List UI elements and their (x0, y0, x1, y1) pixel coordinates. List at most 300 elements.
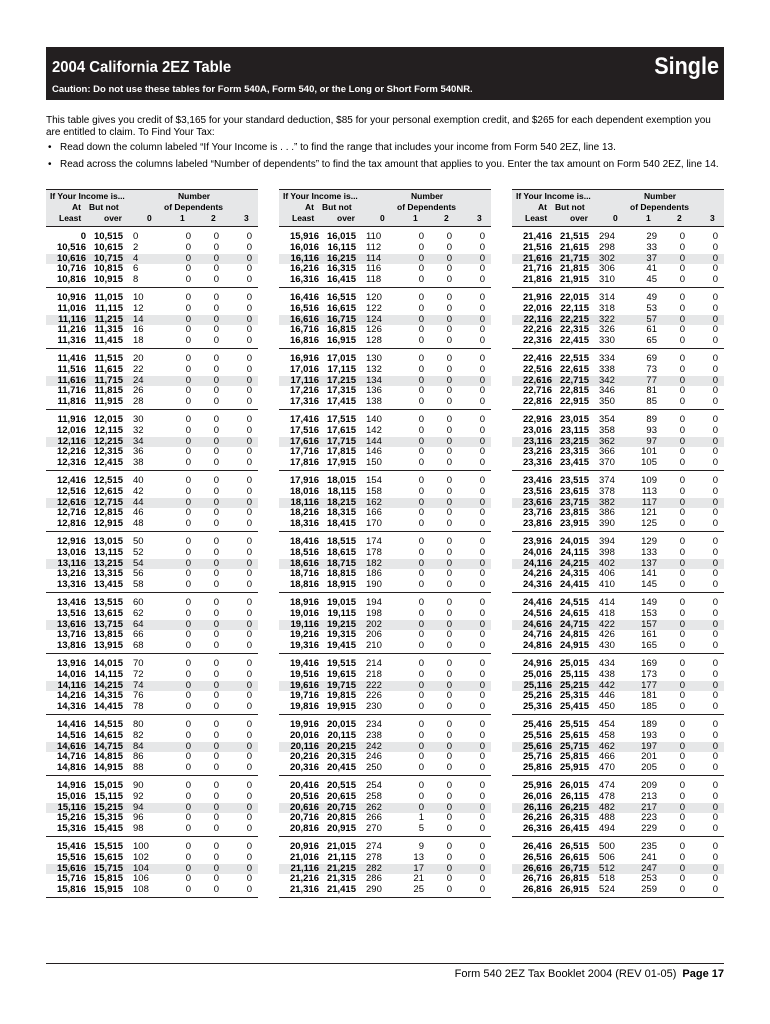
income-at-least: 22,716 (522, 385, 552, 397)
tax-0-dependents: 442 (599, 679, 615, 691)
tax-2-dependents: 0 (213, 252, 219, 264)
tax-2-dependents: 0 (446, 597, 452, 608)
tax-0-dependents: 310 (599, 274, 615, 286)
tax-3-dependents: 0 (712, 812, 718, 824)
tax-2-dependents: 0 (213, 485, 219, 497)
tax-1-dependent: 0 (418, 780, 424, 791)
income-at-least: 20,616 (289, 801, 319, 813)
tax-0-dependents: 194 (366, 597, 382, 608)
income-but-not-over: 15,915 (93, 884, 123, 896)
table-row (512, 336, 724, 347)
table-row (512, 293, 724, 304)
table-row (512, 232, 724, 243)
tax-1-dependent: 57 (646, 313, 657, 325)
table-row (46, 397, 258, 408)
tax-0-dependents: 140 (366, 414, 382, 425)
income-at-least: 15,116 (57, 801, 86, 813)
tax-0-dependents: 374 (599, 475, 615, 486)
tax-3-dependents: 0 (479, 851, 485, 863)
income-but-not-over: 18,815 (326, 568, 356, 580)
of-dependents-label: of Dependents (164, 202, 224, 212)
tax-0-dependents: 506 (599, 851, 615, 863)
row-group (46, 414, 258, 471)
tax-1-dependent: 77 (646, 374, 657, 386)
tax-2-dependents: 0 (446, 679, 452, 691)
tax-3-dependents: 0 (479, 231, 485, 242)
tax-1-dependent: 165 (641, 640, 657, 652)
tax-2-dependents: 0 (679, 823, 685, 835)
income-but-not-over: 19,415 (326, 640, 356, 652)
tax-0-dependents: 524 (599, 884, 615, 896)
tax-2-dependents: 0 (213, 313, 219, 325)
tax-1-dependent: 247 (641, 862, 657, 874)
income-but-not-over: 21,115 (327, 851, 356, 863)
tax-0-dependents: 136 (366, 385, 382, 397)
income-at-least: 26,316 (522, 823, 552, 835)
tax-1-dependent: 113 (641, 485, 657, 497)
income-but-not-over: 21,915 (559, 274, 589, 286)
income-but-not-over: 15,715 (93, 862, 123, 874)
income-but-not-over: 24,315 (559, 568, 589, 580)
tax-2-dependents: 0 (679, 607, 685, 619)
tax-1-dependent: 29 (646, 231, 657, 242)
tax-2-dependents: 0 (213, 823, 219, 835)
table-row (279, 842, 491, 853)
tax-3-dependents: 0 (246, 618, 252, 630)
tax-2-dependents: 0 (446, 546, 452, 558)
tax-2-dependents: 0 (213, 518, 219, 530)
tax-0-dependents: 68 (133, 640, 144, 652)
income-but-not-over: 11,015 (94, 292, 123, 303)
income-at-least: 11,316 (57, 335, 86, 347)
tax-2-dependents: 0 (213, 851, 219, 863)
tax-2-dependents: 0 (446, 274, 452, 286)
income-but-not-over: 21,515 (559, 231, 589, 242)
tax-0-dependents: 278 (366, 851, 382, 863)
row-group (46, 658, 258, 715)
income-at-least: 13,216 (56, 568, 86, 580)
income-but-not-over: 18,915 (326, 579, 356, 591)
tax-3-dependents: 0 (712, 435, 718, 447)
tax-1-dependent: 0 (185, 668, 191, 680)
table-row (512, 670, 724, 681)
income-but-not-over: 21,615 (559, 241, 589, 253)
tax-0-dependents: 32 (133, 424, 144, 436)
tax-2-dependents: 0 (446, 475, 452, 486)
income-at-least: 20,516 (289, 790, 319, 802)
tax-3-dependents: 0 (246, 263, 252, 275)
tax-1-dependent: 0 (185, 536, 191, 547)
tax-2-dependents: 0 (213, 292, 219, 303)
table-row (46, 519, 258, 530)
dep-3-label: 3 (710, 213, 715, 223)
tax-1-dependent: 0 (418, 640, 424, 652)
row-group (512, 597, 724, 654)
tax-3-dependents: 0 (246, 557, 252, 569)
income-at-least: 25,816 (522, 762, 552, 774)
tax-0-dependents: 474 (599, 780, 615, 791)
table-row (279, 641, 491, 652)
income-but-not-over: 21,815 (559, 263, 589, 275)
income-but-not-over: 16,715 (326, 313, 356, 325)
income-but-not-over: 15,015 (93, 780, 123, 791)
tax-0-dependents: 454 (599, 719, 615, 730)
table-row (512, 243, 724, 254)
table-row (46, 720, 258, 731)
tax-0-dependents: 298 (599, 241, 615, 253)
income-but-not-over: 20,615 (326, 790, 356, 802)
tax-3-dependents: 0 (479, 597, 485, 608)
income-but-not-over: 14,715 (93, 740, 123, 752)
tax-0-dependents: 222 (366, 679, 382, 691)
table-row (279, 275, 491, 286)
tax-0-dependents: 198 (366, 607, 382, 619)
tax-3-dependents: 0 (479, 546, 485, 558)
tax-1-dependent: 0 (185, 762, 191, 774)
income-at-least: 21,416 (522, 231, 552, 242)
tax-0-dependents: 24 (133, 374, 144, 386)
tax-3-dependents: 0 (479, 790, 485, 802)
tax-3-dependents: 0 (479, 701, 485, 713)
income-but-not-over: 18,115 (327, 485, 356, 497)
income-but-not-over: 22,115 (560, 302, 589, 314)
tax-1-dependent: 0 (185, 790, 191, 802)
income-but-not-over: 18,715 (326, 557, 356, 569)
income-but-not-over: 10,815 (93, 263, 123, 275)
income-but-not-over: 21,215 (326, 862, 356, 874)
tax-3-dependents: 0 (246, 313, 252, 325)
row-group (46, 597, 258, 654)
income-at-least: 14,316 (56, 701, 86, 713)
tax-3-dependents: 0 (479, 607, 485, 619)
tax-2-dependents: 0 (446, 446, 452, 458)
income-but-not-over: 12,615 (93, 485, 123, 497)
tax-2-dependents: 0 (446, 313, 452, 325)
tax-3-dependents: 0 (246, 292, 252, 303)
income-but-not-over: 16,915 (326, 335, 356, 347)
row-group (46, 231, 258, 288)
tax-2-dependents: 0 (213, 557, 219, 569)
income-at-least: 25,516 (522, 729, 552, 741)
tax-0-dependents: 118 (366, 274, 382, 286)
tax-3-dependents: 0 (712, 324, 718, 336)
tax-0-dependents: 166 (366, 507, 382, 519)
row-group (46, 292, 258, 349)
table-row (512, 885, 724, 896)
tax-2-dependents: 0 (213, 690, 219, 702)
income-but-not-over: 25,015 (559, 658, 589, 669)
row-group (46, 841, 258, 898)
tax-0-dependents: 134 (366, 374, 382, 386)
income-at-least: 23,816 (522, 518, 552, 530)
income-at-least: 12,316 (56, 457, 86, 469)
tax-3-dependents: 0 (712, 629, 718, 641)
tax-1-dependent: 89 (646, 414, 657, 425)
income-but-not-over: 26,815 (559, 873, 589, 885)
tax-1-dependent: 0 (418, 668, 424, 680)
income-but-not-over: 25,415 (559, 701, 589, 713)
tax-3-dependents: 0 (712, 884, 718, 896)
tax-3-dependents: 0 (712, 719, 718, 730)
income-at-least: 15,816 (56, 884, 86, 896)
tax-3-dependents: 0 (479, 335, 485, 347)
tax-2-dependents: 0 (213, 568, 219, 580)
tax-0-dependents: 346 (599, 385, 615, 397)
tax-2-dependents: 0 (446, 374, 452, 386)
income-at-least: 14,916 (56, 780, 86, 791)
tax-3-dependents: 0 (712, 313, 718, 325)
income-but-not-over: 12,215 (93, 435, 123, 447)
table-row (46, 731, 258, 742)
tax-3-dependents: 0 (479, 812, 485, 824)
tax-2-dependents: 0 (679, 446, 685, 458)
income-but-not-over: 26,015 (559, 780, 589, 791)
tax-1-dependent: 0 (418, 324, 424, 336)
tax-2-dependents: 0 (679, 496, 685, 508)
tax-3-dependents: 0 (712, 823, 718, 835)
tax-2-dependents: 0 (213, 640, 219, 652)
tax-0-dependents: 258 (366, 790, 382, 802)
income-at-least: 15,016 (56, 790, 86, 802)
tax-0-dependents: 330 (599, 335, 615, 347)
row-group (512, 841, 724, 898)
income-at-least: 24,216 (522, 568, 552, 580)
tax-0-dependents: 110 (366, 231, 382, 242)
tax-2-dependents: 0 (213, 496, 219, 508)
tax-3-dependents: 0 (246, 719, 252, 730)
tax-1-dependent: 0 (185, 241, 191, 253)
income-at-least: 19,916 (289, 719, 319, 730)
income-at-least: 17,316 (289, 396, 319, 408)
tax-1-dependent: 0 (185, 546, 191, 558)
income-at-least: 18,316 (289, 518, 319, 530)
income-at-least: 26,416 (522, 841, 552, 852)
instruction-bullet-2 (48, 159, 719, 170)
tax-1-dependent: 0 (185, 597, 191, 608)
tax-2-dependents: 0 (679, 241, 685, 253)
tax-1-dependent: 0 (418, 435, 424, 447)
table-row (46, 670, 258, 681)
tax-3-dependents: 0 (479, 457, 485, 469)
tax-1-dependent: 121 (641, 507, 657, 519)
tax-2-dependents: 0 (446, 629, 452, 641)
tax-0-dependents: 518 (599, 873, 615, 885)
income-at-least: 19,416 (289, 658, 319, 669)
table-row (46, 659, 258, 670)
tax-2-dependents: 0 (446, 762, 452, 774)
tax-3-dependents: 0 (479, 292, 485, 303)
income-but-not-over: 13,415 (93, 579, 123, 591)
table-row (512, 458, 724, 469)
tax-2-dependents: 0 (679, 313, 685, 325)
tax-1-dependent: 41 (646, 263, 657, 275)
tax-3-dependents: 0 (479, 385, 485, 397)
tax-1-dependent: 0 (185, 812, 191, 824)
table-row (279, 232, 491, 243)
income-at-least: 23,516 (522, 485, 552, 497)
tax-2-dependents: 0 (679, 302, 685, 314)
tax-0-dependents: 150 (366, 457, 382, 469)
income-at-least: 15,916 (289, 231, 319, 242)
tax-3-dependents: 0 (479, 751, 485, 763)
tax-0-dependents: 10 (133, 292, 144, 303)
tax-0-dependents: 406 (599, 568, 615, 580)
income-but-not-over: 10,615 (93, 241, 123, 253)
tax-0-dependents: 322 (599, 313, 615, 325)
tax-0-dependents: 290 (366, 884, 382, 896)
row-group (279, 780, 491, 837)
row-group (279, 658, 491, 715)
income-at-least: 11,716 (57, 385, 86, 397)
tax-0-dependents: 60 (133, 597, 144, 608)
tax-1-dependent: 0 (185, 263, 191, 275)
income-but-not-over: 18,615 (326, 546, 356, 558)
table-row (46, 824, 258, 835)
tax-3-dependents: 0 (479, 640, 485, 652)
tax-3-dependents: 0 (246, 475, 252, 486)
tax-1-dependent: 0 (418, 801, 424, 813)
tax-1-dependent: 0 (185, 640, 191, 652)
income-but-not-over: 25,315 (559, 690, 589, 702)
income-at-least: 13,516 (56, 607, 86, 619)
tax-2-dependents: 0 (213, 353, 219, 364)
tax-1-dependent: 0 (418, 446, 424, 458)
tax-0-dependents: 62 (133, 607, 144, 619)
tax-0-dependents: 354 (599, 414, 615, 425)
income-but-not-over: 26,415 (559, 823, 589, 835)
tax-3-dependents: 0 (712, 607, 718, 619)
income-but-not-over: 26,115 (560, 790, 589, 802)
income-at-least: 18,716 (289, 568, 319, 580)
tax-0-dependents: 390 (599, 518, 615, 530)
tax-3-dependents: 0 (246, 396, 252, 408)
tax-3-dependents: 0 (246, 335, 252, 347)
tax-1-dependent: 0 (185, 353, 191, 364)
tax-0-dependents: 26 (133, 385, 144, 397)
tax-3-dependents: 0 (712, 457, 718, 469)
tax-2-dependents: 0 (679, 374, 685, 386)
table-row (279, 487, 491, 498)
tax-0-dependents: 186 (366, 568, 382, 580)
tax-0-dependents: 106 (133, 873, 149, 885)
income-at-least: 13,816 (56, 640, 86, 652)
table-row (512, 275, 724, 286)
tax-3-dependents: 0 (479, 396, 485, 408)
tax-2-dependents: 0 (446, 690, 452, 702)
tax-0-dependents: 96 (133, 812, 144, 824)
tax-1-dependent: 0 (185, 719, 191, 730)
tax-2-dependents: 0 (446, 701, 452, 713)
tax-2-dependents: 0 (679, 568, 685, 580)
income-at-least: 16,916 (289, 353, 319, 364)
tax-1-dependent: 0 (185, 485, 191, 497)
tax-2-dependents: 0 (679, 579, 685, 591)
income-at-least: 22,616 (522, 374, 552, 386)
tax-0-dependents: 20 (133, 353, 144, 364)
income-but-not-over: 15,315 (93, 812, 123, 824)
tax-3-dependents: 0 (712, 618, 718, 630)
tax-0-dependents: 482 (599, 801, 615, 813)
row-group (279, 292, 491, 349)
intro-line-1: This table gives you credit of $3,165 for your standard deduction, $85 for your personal exemption credit, and $265 for each dependent exemption you (46, 115, 711, 126)
income-at-least: 17,416 (289, 414, 319, 425)
income-but-not-over: 12,415 (93, 457, 123, 469)
tax-0-dependents: 386 (599, 507, 615, 519)
income-at-least: 20,216 (289, 751, 319, 763)
tax-3-dependents: 0 (479, 414, 485, 425)
tax-0-dependents: 130 (366, 353, 382, 364)
tax-1-dependent: 0 (418, 424, 424, 436)
tax-1-dependent: 0 (418, 518, 424, 530)
tax-0-dependents: 6 (133, 263, 139, 275)
tax-3-dependents: 0 (712, 762, 718, 774)
tax-0-dependents: 218 (366, 668, 382, 680)
income-but-not-over: 15,615 (93, 851, 123, 863)
tax-2-dependents: 0 (213, 629, 219, 641)
dep-2-label: 2 (211, 213, 216, 223)
table-row (46, 232, 258, 243)
tax-1-dependent: 0 (185, 679, 191, 691)
tax-3-dependents: 0 (246, 679, 252, 691)
table-row (512, 304, 724, 315)
number-label: Number (644, 191, 677, 201)
income-but-not-over: 17,515 (326, 414, 356, 425)
table-row (279, 519, 491, 530)
income-but-not-over: 12,115 (94, 424, 123, 436)
tax-0-dependents: 446 (599, 690, 615, 702)
tax-1-dependent: 193 (641, 729, 657, 741)
tax-3-dependents: 0 (246, 446, 252, 458)
table-row (46, 243, 258, 254)
tax-2-dependents: 0 (213, 396, 219, 408)
tax-1-dependent: 105 (641, 457, 657, 469)
row-group (46, 353, 258, 410)
tax-3-dependents: 0 (712, 475, 718, 486)
tax-1-dependent: 0 (185, 363, 191, 375)
income-at-least: 13,616 (56, 618, 86, 630)
tax-3-dependents: 0 (479, 579, 485, 591)
income-at-least: 15,716 (56, 873, 86, 885)
tax-0-dependents: 434 (599, 658, 615, 669)
but-not-label: But not (322, 202, 352, 212)
tax-3-dependents: 0 (712, 668, 718, 680)
tax-3-dependents: 0 (712, 241, 718, 253)
tax-0-dependents: 358 (599, 424, 615, 436)
tax-3-dependents: 0 (479, 568, 485, 580)
tax-1-dependent: 223 (641, 812, 657, 824)
income-at-least: 10,516 (56, 241, 86, 253)
tax-3-dependents: 0 (246, 862, 252, 874)
tax-3-dependents: 0 (712, 729, 718, 741)
tax-1-dependent: 213 (641, 790, 657, 802)
table-row (512, 731, 724, 742)
tax-2-dependents: 0 (446, 873, 452, 885)
dep-3-label: 3 (244, 213, 249, 223)
income-but-not-over: 11,615 (94, 363, 123, 375)
tax-0-dependents: 494 (599, 823, 615, 835)
income-at-least: 14,616 (56, 740, 86, 752)
tax-2-dependents: 0 (213, 324, 219, 336)
tax-3-dependents: 0 (246, 457, 252, 469)
tax-3-dependents: 0 (712, 701, 718, 713)
tax-0-dependents: 314 (599, 292, 615, 303)
tax-3-dependents: 0 (712, 363, 718, 375)
tax-2-dependents: 0 (213, 231, 219, 242)
tax-3-dependents: 0 (479, 324, 485, 336)
tax-1-dependent: 0 (185, 374, 191, 386)
tax-2-dependents: 0 (446, 719, 452, 730)
filing-status: Single (654, 53, 719, 80)
